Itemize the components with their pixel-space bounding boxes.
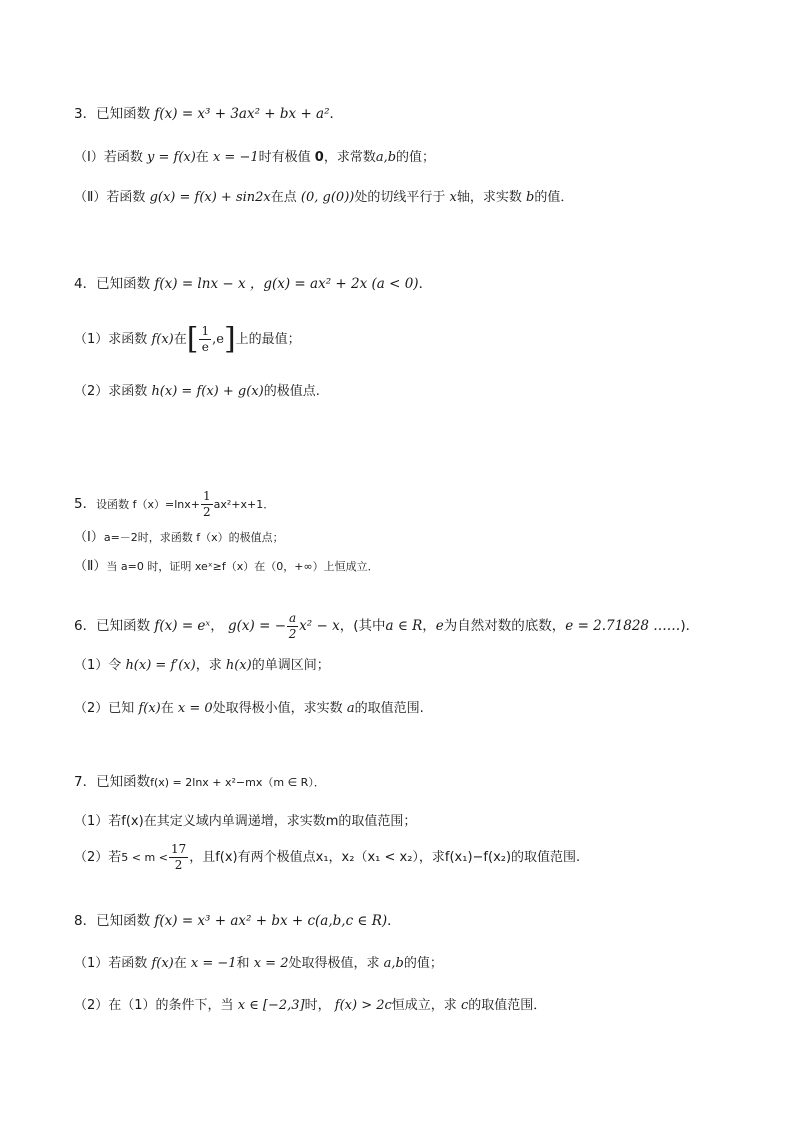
text-fragment: x ∈ [−2,3]: [237, 998, 305, 1013]
text-fragment: （2）: [74, 701, 109, 716]
text-fragment: c: [460, 998, 469, 1013]
text-fragment: 在点: [270, 190, 297, 205]
problem-8-stem: [74, 911, 401, 931]
text-fragment: ，求常数: [323, 150, 376, 165]
text-fragment: 1: [202, 489, 211, 503]
text-fragment: f(x): [151, 956, 174, 971]
text-fragment: 为自然对数的底数，: [443, 618, 566, 634]
text-fragment: a,b: [383, 956, 404, 971]
text-fragment: 若f(x)在其定义域内单调递增，求实数m的取值范围；: [108, 814, 417, 829]
text-fragment: （m ∈ R）．: [262, 776, 325, 789]
text-fragment: a: [289, 610, 297, 625]
text-fragment: （2）: [74, 384, 109, 399]
text-fragment: 恒成立，求: [391, 998, 457, 1013]
problem-8-part-2: [74, 996, 546, 1016]
problem-7-stem: [74, 772, 325, 793]
text-fragment: 1: [201, 324, 210, 338]
text-fragment: a,b: [375, 150, 397, 165]
text-fragment: 的值．: [534, 190, 574, 205]
text-fragment: 的取值范围.: [354, 701, 424, 716]
fraction: [287, 611, 298, 642]
text-fragment: 2: [174, 858, 183, 872]
text-fragment: （Ⅰ）: [74, 530, 104, 545]
text-fragment: f(x) = lnx − x ，g(x) = ax² + 2x (a < 0): [154, 276, 419, 292]
text-fragment: （Ⅱ）: [74, 190, 107, 205]
text-fragment: y = f(x): [147, 150, 196, 165]
text-fragment: 已知函数: [96, 276, 151, 292]
text-fragment: （1）: [74, 658, 109, 673]
text-fragment: 2: [288, 626, 297, 641]
text-fragment: 的值；: [396, 150, 436, 165]
text-fragment: e: [435, 618, 444, 634]
problem-6-stem: [74, 606, 699, 646]
fraction: [201, 489, 213, 520]
text-fragment: 已知函数: [96, 913, 151, 929]
problem-4-stem: [74, 274, 432, 294]
text-fragment: ，(其中: [339, 618, 386, 634]
text-fragment: h(x) = f′(x): [125, 658, 196, 673]
text-fragment: ax²+x+1．: [213, 498, 275, 511]
text-fragment: 2: [202, 505, 211, 519]
text-fragment: 的单调区间；: [251, 658, 330, 673]
text-fragment: 轴，求实数: [456, 190, 522, 205]
text-fragment: 3．: [74, 106, 97, 122]
text-fragment: g(x) = f(x) + sin2x: [149, 190, 271, 205]
text-fragment: （2）: [74, 998, 109, 1013]
text-fragment: x = 0: [177, 701, 213, 716]
text-fragment: 已知函数: [96, 106, 151, 122]
text-fragment: e: [201, 340, 209, 354]
text-fragment: 已知函数: [96, 618, 151, 634]
text-fragment: )．: [680, 618, 700, 634]
text-fragment: a: [346, 701, 355, 716]
problem-4-part-1: [74, 320, 301, 360]
text-fragment: f(x): [151, 332, 174, 347]
text-fragment: 时，: [304, 998, 331, 1013]
text-fragment: h(x): [225, 658, 252, 673]
left-bracket: [: [186, 321, 199, 357]
fraction: [169, 842, 188, 873]
text-fragment: h(x) = f(x) + g(x): [151, 384, 264, 399]
text-fragment: 已知函数: [96, 774, 151, 790]
text-fragment: 在: [173, 956, 187, 971]
text-fragment: 在: [173, 332, 187, 347]
text-fragment: 6．: [74, 618, 97, 634]
problem-7-part-2: [74, 838, 580, 878]
text-fragment: 在: [160, 701, 174, 716]
text-fragment: 若函数: [103, 150, 143, 165]
text-fragment: 17: [170, 842, 187, 856]
text-fragment: 4．: [74, 276, 97, 292]
text-fragment: 和: [236, 956, 250, 971]
text-fragment: 的极值点.: [263, 384, 320, 399]
problem-5-part-1: [74, 528, 284, 548]
text-fragment: x = 2: [253, 956, 289, 971]
text-fragment: x² − x: [299, 618, 340, 634]
text-fragment: （1）: [74, 956, 109, 971]
text-fragment: ，: [422, 618, 436, 634]
text-fragment: （2）: [74, 850, 109, 865]
text-fragment: 在: [195, 150, 209, 165]
problem-4-part-2: [74, 382, 320, 402]
text-fragment: 0: [314, 150, 324, 165]
problem-3-part-1: [74, 148, 435, 168]
text-fragment: 若函数: [106, 190, 146, 205]
text-fragment: 若函数: [108, 956, 148, 971]
right-bracket: ]: [223, 321, 236, 357]
text-fragment: ,e: [212, 332, 224, 347]
text-fragment: f(x): [138, 701, 161, 716]
text-fragment: 的取值范围．: [468, 998, 547, 1013]
text-fragment: 7．: [74, 774, 97, 790]
text-fragment: f(x) = 2lnx + x²−mx: [150, 776, 263, 789]
text-fragment: a=－2时，求函数 f（x）的极值点；: [103, 531, 284, 544]
text-fragment: 时有极值: [258, 150, 311, 165]
text-fragment: f(x) = x³ + ax² + bx + c(a,b,c ∈ R): [154, 913, 388, 929]
text-fragment: 的值；: [403, 956, 443, 971]
text-fragment: x = −1: [212, 150, 259, 165]
text-fragment: 当 a=0 时，证明 xeˣ≥f（x）在（0，+∞）上恒成立．: [106, 560, 379, 573]
text-fragment: 设函数 f（x）=lnx+: [96, 498, 200, 511]
text-fragment: ，且f(x)有两个极值点x₁，x₂（x₁ < x₂），求f(x₁)−f(x₂)的取值范围.: [189, 850, 581, 865]
problem-7-part-1: [74, 812, 416, 832]
text-fragment: 若: [108, 850, 122, 865]
text-fragment: x = −1: [190, 956, 237, 971]
text-fragment: 求函数: [108, 332, 148, 347]
text-fragment: 令: [108, 658, 122, 673]
text-fragment: 处取得极小值，求实数: [212, 701, 343, 716]
text-fragment: b: [526, 190, 535, 205]
text-fragment: 在（1）的条件下，当: [108, 998, 234, 1013]
text-fragment: （Ⅱ）: [74, 559, 107, 574]
text-fragment: 处取得极值，求: [288, 956, 380, 971]
text-fragment: a ∈ R: [385, 618, 423, 634]
text-fragment: （1）: [74, 332, 109, 347]
text-fragment: ，: [210, 618, 224, 634]
text-fragment: g(x) = −: [228, 618, 287, 634]
problem-5-part-2: [74, 557, 379, 577]
problem-5-stem: [74, 484, 274, 525]
text-fragment: x: [449, 190, 457, 205]
text-fragment: e = 2.71828 ……: [565, 618, 681, 634]
text-fragment: (0, g(0)): [300, 190, 355, 205]
text-fragment: f(x) > 2c: [334, 998, 392, 1013]
text-fragment: ．: [329, 106, 344, 122]
text-fragment: 处的切线平行于: [354, 190, 446, 205]
text-fragment: ，求: [195, 658, 222, 673]
text-fragment: （1）: [74, 814, 109, 829]
math-expression: f(x) = x³ + 3ax² + bx + a²: [154, 106, 330, 122]
problem-6-part-1: [74, 656, 330, 676]
text-fragment: f(x) = eˣ: [154, 618, 211, 634]
text-fragment: 求函数: [108, 384, 148, 399]
text-fragment: 8．: [74, 913, 97, 929]
text-fragment: 5 < m <: [121, 851, 168, 864]
text-fragment: ．: [418, 276, 433, 292]
problem-3-stem: [74, 104, 343, 124]
fraction: [199, 324, 211, 355]
problem-3-part-2: [74, 188, 573, 208]
text-fragment: 已知: [108, 701, 135, 716]
text-fragment: ．: [387, 913, 401, 929]
text-fragment: 5．: [74, 496, 97, 512]
problem-8-part-1: [74, 954, 443, 974]
text-fragment: （Ⅰ）: [74, 150, 104, 165]
text-fragment: 上的最值；: [235, 332, 301, 347]
problem-6-part-2: [74, 699, 424, 719]
